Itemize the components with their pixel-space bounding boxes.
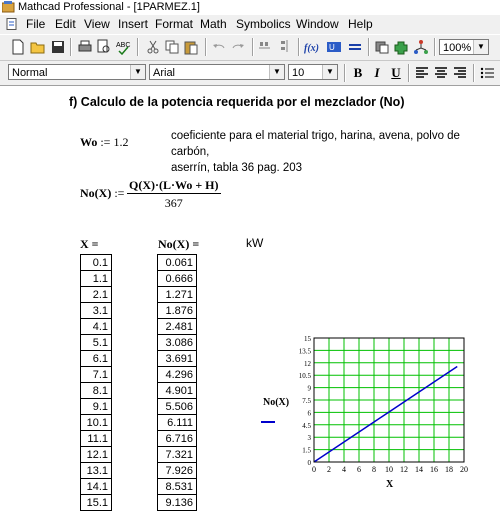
align-left-icon[interactable] xyxy=(414,65,430,81)
series-line xyxy=(315,366,458,461)
table-cell: 0.1 xyxy=(81,255,111,271)
new-document-icon[interactable] xyxy=(10,39,26,55)
chart-x-label: X xyxy=(386,479,394,490)
table-cell: 3.691 xyxy=(158,351,196,367)
assign-operator: := xyxy=(100,135,111,149)
window-title: Mathcad Professional - [1PARMEZ.1] xyxy=(18,1,200,13)
svg-text:U: U xyxy=(329,43,335,52)
align-right-icon[interactable] xyxy=(452,65,468,81)
print-preview-icon[interactable] xyxy=(96,39,112,55)
no-column-header: No(X) = xyxy=(158,237,200,251)
table-cell: 3.1 xyxy=(81,303,111,319)
y-tick-label: 0 xyxy=(307,459,311,467)
table-cell: 1.271 xyxy=(158,287,196,303)
table-cell: 8.531 xyxy=(158,479,196,495)
menu-window[interactable]: Window xyxy=(296,17,339,31)
x-tick-label: 2 xyxy=(327,465,331,474)
legend-line xyxy=(261,421,275,423)
table-cell: 6.111 xyxy=(158,415,196,431)
y-tick-label: 15 xyxy=(304,335,311,343)
x-tick-label: 12 xyxy=(400,465,408,474)
y-tick-label: 10.5 xyxy=(298,372,311,381)
y-tick-label: 3 xyxy=(307,434,311,443)
save-icon[interactable] xyxy=(50,39,66,55)
zoom-value: 100% xyxy=(443,42,472,54)
x-tick-label: 18 xyxy=(445,465,453,474)
font-select[interactable] xyxy=(149,64,285,80)
y-tick-label: 7.5 xyxy=(302,397,311,405)
y-tick-label: 9 xyxy=(307,384,311,393)
section-heading: f) Calculo de la potencia requerida por el mezclador (No) xyxy=(69,95,405,109)
print-icon[interactable] xyxy=(77,39,93,55)
style-value: Normal xyxy=(12,67,48,79)
table-cell: 12.1 xyxy=(81,447,111,463)
italic-button[interactable]: I xyxy=(374,65,380,80)
table-cell: 13.1 xyxy=(81,463,111,479)
undo-icon[interactable] xyxy=(211,39,227,55)
document-icon[interactable] xyxy=(6,18,18,30)
font-size-select[interactable] xyxy=(288,64,338,80)
table-cell: 4.296 xyxy=(158,367,196,383)
x-tick-label: 16 xyxy=(430,465,438,474)
formatting-toolbar xyxy=(0,61,500,86)
standard-toolbar xyxy=(0,34,500,61)
wo-desc-line-2: aserrín, tabla 36 pag. 203 xyxy=(171,162,303,174)
svg-text:f(x): f(x) xyxy=(304,43,319,54)
network-icon[interactable] xyxy=(413,39,429,55)
table-cell: 8.1 xyxy=(81,383,111,399)
align-center-icon[interactable] xyxy=(433,65,449,81)
no-fraction[interactable] xyxy=(127,178,221,211)
x-tick-label: 6 xyxy=(357,465,361,474)
table-cell: 4.901 xyxy=(158,383,196,399)
table-cell: 9.136 xyxy=(158,495,196,511)
component-wizard-icon[interactable] xyxy=(374,39,390,55)
chevron-down-icon[interactable]: ▼ xyxy=(130,65,145,79)
menu-file[interactable]: File xyxy=(26,17,46,31)
table-cell: 10.1 xyxy=(81,415,111,431)
y-tick-label: 12 xyxy=(304,359,311,368)
y-tick-label: 1.5 xyxy=(302,446,311,455)
table-cell: 7.321 xyxy=(158,447,196,463)
svg-text:ABC: ABC xyxy=(116,42,131,49)
no-values-table[interactable] xyxy=(157,254,197,511)
insert-function-icon[interactable] xyxy=(304,39,320,55)
assign-operator: := xyxy=(114,186,125,200)
font-value: Arial xyxy=(153,67,176,79)
table-cell: 0.666 xyxy=(158,271,196,287)
x-tick-label: 20 xyxy=(460,465,468,474)
table-cell: 9.1 xyxy=(81,399,111,415)
y-tick-label: 6 xyxy=(307,409,311,418)
redo-icon[interactable] xyxy=(230,39,246,55)
x-tick-label: 4 xyxy=(342,465,346,474)
chevron-down-icon[interactable]: ▼ xyxy=(269,65,284,79)
zoom-select[interactable] xyxy=(439,39,489,55)
menu-math[interactable]: Math xyxy=(200,17,227,31)
table-cell: 14.1 xyxy=(81,479,111,495)
menu-view[interactable]: View xyxy=(84,17,110,31)
spell-check-icon[interactable] xyxy=(115,39,131,55)
cut-icon[interactable] xyxy=(145,39,161,55)
wo-definition[interactable] xyxy=(80,135,128,150)
insert-unit-icon[interactable] xyxy=(326,39,342,55)
underline-button[interactable]: U xyxy=(391,65,401,80)
menu-insert[interactable]: Insert xyxy=(118,17,149,31)
wo-variable: Wo xyxy=(80,135,98,149)
open-folder-icon[interactable] xyxy=(30,39,46,55)
style-select[interactable] xyxy=(8,64,146,80)
table-cell: 11.1 xyxy=(81,431,111,447)
font-size-value: 10 xyxy=(292,67,305,79)
align-across-icon[interactable] xyxy=(258,39,274,55)
table-cell: 2.1 xyxy=(81,287,111,303)
table-cell: 15.1 xyxy=(81,495,111,511)
table-cell: 1.876 xyxy=(158,303,196,319)
x-tick-label: 14 xyxy=(415,465,423,474)
mathcad-app-icon xyxy=(2,1,15,13)
paste-icon[interactable] xyxy=(183,39,199,55)
title-bar xyxy=(0,0,500,15)
run-script-icon[interactable] xyxy=(393,39,409,55)
table-cell: 3.086 xyxy=(158,335,196,351)
menu-edit[interactable]: Edit xyxy=(55,17,76,31)
table-cell: 0.061 xyxy=(158,255,196,271)
x-column-header: X = xyxy=(80,237,99,251)
bold-button[interactable]: B xyxy=(353,65,363,80)
chevron-down-icon[interactable]: ▼ xyxy=(322,65,337,79)
table-cell: 4.1 xyxy=(81,319,111,335)
line-chart[interactable] xyxy=(280,330,480,480)
table-cell: 1.1 xyxy=(81,271,111,287)
x-tick-label: 10 xyxy=(385,465,393,474)
menu-help[interactable]: Help xyxy=(348,17,373,31)
table-cell: 6.716 xyxy=(158,431,196,447)
table-cell: 5.506 xyxy=(158,399,196,415)
menu-bar xyxy=(0,15,500,34)
calculate-icon[interactable] xyxy=(347,39,363,55)
no-definition[interactable] xyxy=(80,186,124,201)
no-denominator: 367 xyxy=(164,196,183,210)
y-tick-label: 4.5 xyxy=(302,421,311,430)
chevron-down-icon[interactable]: ▼ xyxy=(473,40,488,54)
no-numerator: Q(X)·(L·Wo + H) xyxy=(129,178,219,192)
wo-desc-line-1: coeficiente para el material trigo, harina, avena, polvo de carbón, xyxy=(171,130,460,158)
table-cell: 6.1 xyxy=(81,351,111,367)
table-cell: 7.926 xyxy=(158,463,196,479)
menu-format[interactable]: Format xyxy=(155,17,194,31)
copy-icon[interactable] xyxy=(164,39,180,55)
chart-y-label: No(X) xyxy=(263,397,290,408)
align-down-icon[interactable] xyxy=(277,39,293,55)
unit-label: kW xyxy=(246,236,264,250)
no-function-name: No(X) xyxy=(80,186,112,200)
menu-symbolics[interactable]: Symbolics xyxy=(236,17,291,31)
table-cell: 2.481 xyxy=(158,319,196,335)
bullet-list-icon[interactable] xyxy=(480,65,496,81)
wo-value: 1.2 xyxy=(113,135,129,149)
table-cell: 7.1 xyxy=(81,367,111,383)
wo-description xyxy=(171,128,500,176)
x-tick-label: 8 xyxy=(372,465,376,474)
y-tick-label: 13.5 xyxy=(298,347,311,356)
x-values-table[interactable] xyxy=(80,254,112,511)
x-tick-label: 0 xyxy=(312,465,316,474)
table-cell: 5.1 xyxy=(81,335,111,351)
